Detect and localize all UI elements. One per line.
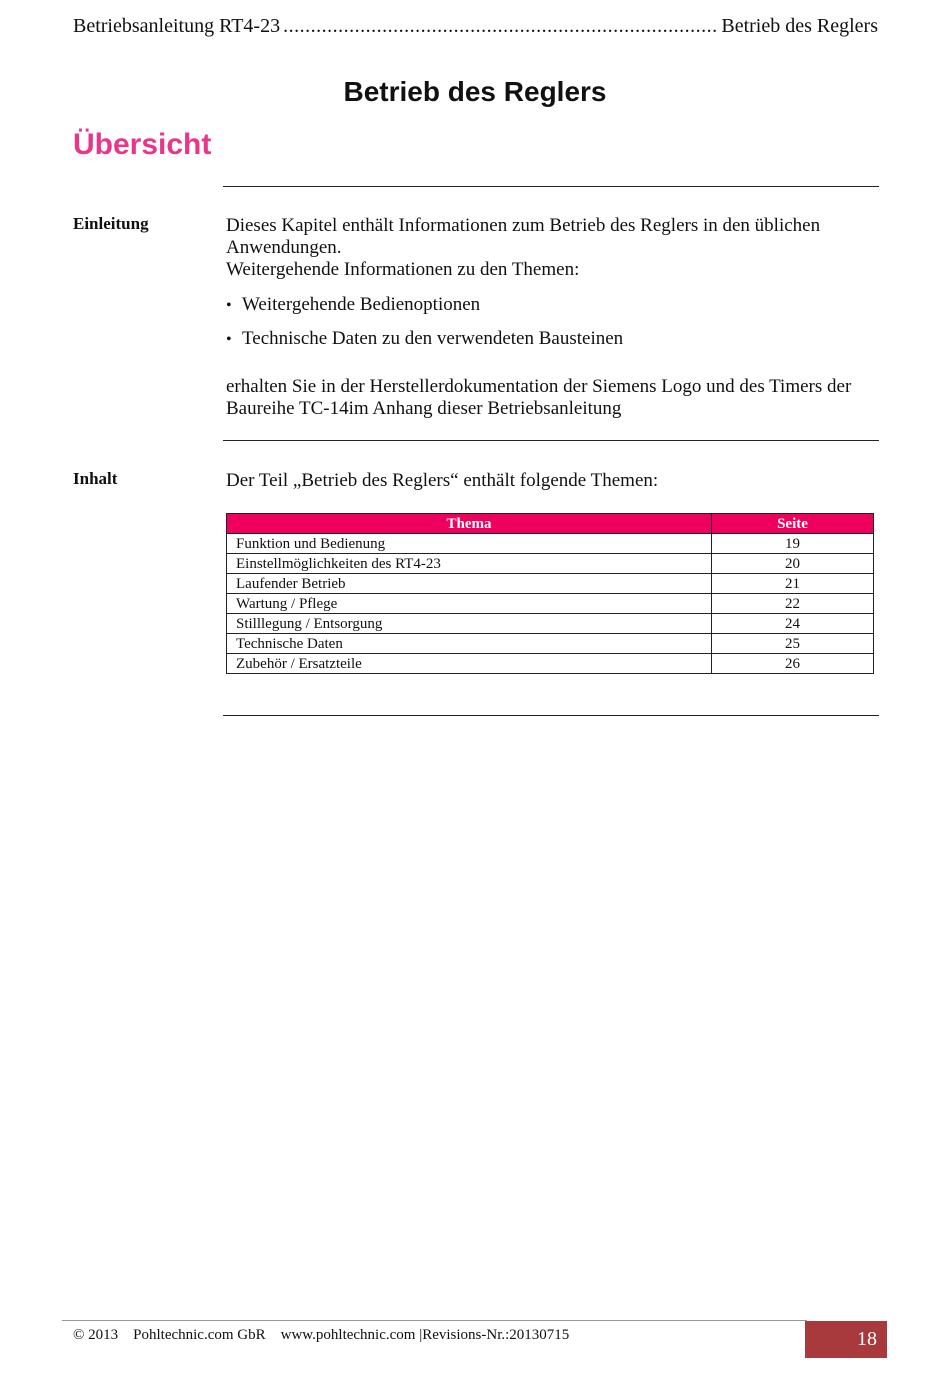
table-header-row bbox=[227, 514, 874, 534]
einleitung-label: Einleitung bbox=[73, 214, 149, 233]
header-left: Betriebsanleitung RT4-23 bbox=[73, 15, 281, 37]
page-cell: 20 bbox=[712, 554, 874, 574]
einleitung-line-1: Dieses Kapitel enthält Informationen zum Betrieb des Reglers in den üblichen bbox=[226, 215, 821, 236]
topic-cell: Technische Daten bbox=[227, 634, 712, 654]
divider-top bbox=[223, 186, 879, 187]
header-right: Betrieb des Reglers bbox=[721, 15, 878, 37]
page-cell: 19 bbox=[712, 534, 874, 554]
topic-cell: Wartung / Pflege bbox=[227, 594, 712, 614]
table-row bbox=[227, 534, 874, 554]
footer-divider bbox=[62, 1320, 807, 1321]
contents-table bbox=[226, 513, 874, 674]
table-row bbox=[227, 594, 874, 614]
closing-line-1: erhalten Sie in der Herstellerdokumentation der Siemens Logo und des Timers der bbox=[226, 376, 852, 397]
bullet-icon: • bbox=[226, 331, 232, 348]
bullet-text: Technische Daten zu den verwendeten Bausteinen bbox=[242, 328, 624, 349]
bullet-icon: • bbox=[226, 297, 232, 314]
bullet-item bbox=[226, 328, 623, 350]
divider-middle bbox=[223, 440, 879, 441]
page-cell: 24 bbox=[712, 614, 874, 634]
page-number: 18 bbox=[857, 1328, 877, 1350]
page-cell: 26 bbox=[712, 654, 874, 674]
page-title: Betrieb des Reglers bbox=[343, 76, 607, 107]
topic-cell: Stilllegung / Entsorgung bbox=[227, 614, 712, 634]
bullet-text: Weitergehende Bedienoptionen bbox=[242, 294, 481, 315]
table-row bbox=[227, 654, 874, 674]
column-header-topic: Thema bbox=[227, 514, 712, 534]
table-row bbox=[227, 574, 874, 594]
page-number-box bbox=[805, 1321, 887, 1358]
page-cell: 22 bbox=[712, 594, 874, 614]
topic-cell: Laufender Betrieb bbox=[227, 574, 712, 594]
closing-line-2: Baureihe TC-14im Anhang dieser Betriebsanleitung bbox=[226, 398, 622, 419]
column-header-page: Seite bbox=[712, 514, 874, 534]
topic-cell: Funktion und Bedienung bbox=[227, 534, 712, 554]
table-row bbox=[227, 614, 874, 634]
einleitung-line-2: Anwendungen. bbox=[226, 237, 342, 258]
footer-text: © 2013 Pohltechnic.com GbR www.pohltechnic.com |Revisions-Nr.:20130715 bbox=[73, 1327, 570, 1343]
einleitung-text bbox=[226, 215, 876, 281]
page-cell: 21 bbox=[712, 574, 874, 594]
inhalt-intro: Der Teil „Betrieb des Reglers“ enthält folgende Themen: bbox=[226, 470, 659, 491]
inhalt-label: Inhalt bbox=[73, 469, 118, 488]
topic-cell: Zubehör / Ersatzteile bbox=[227, 654, 712, 674]
einleitung-line-3: Weitergehende Informationen zu den Themen: bbox=[226, 259, 580, 280]
header-leader-dots bbox=[283, 15, 718, 38]
divider-bottom bbox=[223, 715, 879, 716]
section-heading: Übersicht bbox=[73, 128, 212, 161]
topic-cell: Einstellmöglichkeiten des RT4-23 bbox=[227, 554, 712, 574]
bullet-item bbox=[226, 294, 480, 316]
table-row bbox=[227, 634, 874, 654]
page-cell: 25 bbox=[712, 634, 874, 654]
running-header bbox=[73, 15, 878, 38]
table-row bbox=[227, 554, 874, 574]
einleitung-closing bbox=[226, 376, 876, 420]
